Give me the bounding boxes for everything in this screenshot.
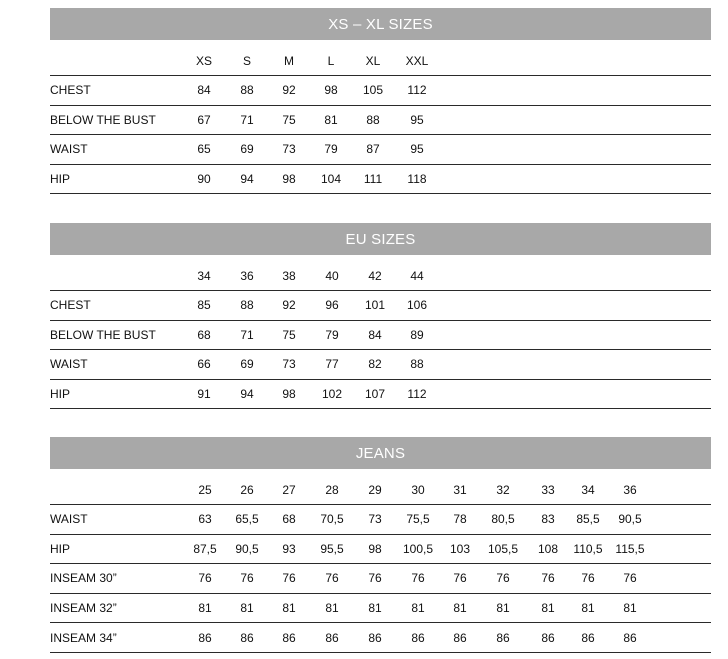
table-cell: 82: [368, 357, 382, 372]
table-cell: 112: [407, 387, 427, 402]
table-cell: 90: [197, 172, 211, 187]
table-cell: 75,5: [406, 512, 430, 527]
row-label: INSEAM 30”: [50, 571, 117, 586]
table-cell: 98: [368, 541, 382, 556]
column-header: 30: [411, 483, 425, 497]
table-cell: 71: [240, 327, 254, 342]
table-cell: 77: [325, 357, 339, 372]
table-cell: 69: [240, 357, 254, 372]
column-header: 32: [496, 483, 510, 497]
column-header: 29: [368, 483, 382, 497]
table-cell: 76: [198, 571, 212, 586]
table-cell: 81: [541, 601, 555, 616]
row-label: HIP: [50, 172, 71, 187]
table-cell: 73: [282, 357, 296, 372]
column-header: 25: [198, 483, 212, 497]
table-cell: 95: [410, 142, 424, 157]
table-cell: 118: [407, 172, 427, 187]
column-header-row: [50, 469, 711, 505]
table-row: [50, 380, 711, 410]
table-cell: 81: [623, 601, 637, 616]
table-cell: 67: [197, 112, 211, 127]
table-cell: 86: [411, 630, 425, 645]
table-cell: 88: [410, 357, 424, 372]
size-table-eu: [50, 223, 711, 409]
table-cell: 93: [282, 541, 296, 556]
table-cell: 81: [325, 601, 339, 616]
table-cell: 76: [368, 571, 382, 586]
table-title-bar: JEANS: [50, 437, 711, 469]
table-cell: 76: [282, 571, 296, 586]
table-row: [50, 350, 711, 380]
table-cell: 103: [449, 541, 471, 556]
table-cell: 81: [368, 601, 382, 616]
table-cell: 96: [325, 298, 339, 313]
column-header: 42: [368, 269, 382, 283]
table-cell: 92: [282, 298, 296, 313]
column-header: 26: [240, 483, 254, 497]
column-header: M: [284, 54, 294, 68]
table-cell: 90,5: [235, 541, 259, 556]
table-title-bar: EU SIZES: [50, 223, 711, 255]
table-cell: 81: [240, 601, 254, 616]
table-cell: 76: [411, 571, 425, 586]
table-cell: 76: [240, 571, 254, 586]
column-header: 31: [453, 483, 467, 497]
table-cell: 110,5: [573, 541, 603, 556]
column-header: 27: [282, 483, 296, 497]
table-cell: 85: [197, 298, 211, 313]
column-header: 36: [623, 483, 637, 497]
table-cell: 76: [541, 571, 555, 586]
table-cell: 73: [368, 512, 382, 527]
table-cell: 89: [410, 327, 424, 342]
table-cell: 107: [364, 387, 386, 402]
row-label: CHEST: [50, 298, 91, 313]
table-cell: 76: [623, 571, 637, 586]
table-cell: 76: [453, 571, 467, 586]
table-cell: 100,5: [402, 541, 434, 556]
table-cell: 76: [581, 571, 595, 586]
table-row: [50, 594, 711, 624]
table-cell: 91: [197, 387, 211, 402]
table-cell: 81: [282, 601, 296, 616]
table-row: [50, 505, 711, 535]
table-cell: 69: [240, 142, 254, 157]
table-cell: 104: [320, 172, 342, 187]
table-cell: 90,5: [618, 512, 642, 527]
table-cell: 94: [240, 172, 254, 187]
table-row: [50, 76, 711, 106]
column-header: 34: [581, 483, 595, 497]
table-cell: 65,5: [235, 512, 259, 527]
table-cell: 81: [198, 601, 212, 616]
column-header: 33: [541, 483, 555, 497]
table-cell: 88: [240, 298, 254, 313]
table-cell: 80,5: [491, 512, 515, 527]
table-cell: 75: [282, 327, 296, 342]
size-table-xs-xl: [50, 8, 711, 194]
table-cell: 81: [453, 601, 467, 616]
column-header: XS: [195, 54, 213, 68]
table-cell: 86: [240, 630, 254, 645]
table-title-bar: XS – XL SIZES: [50, 8, 711, 40]
table-row: [50, 291, 711, 321]
table-row: [50, 623, 711, 653]
table-cell: 71: [240, 112, 254, 127]
table-cell: 86: [496, 630, 510, 645]
table-cell: 63: [198, 512, 212, 527]
table-cell: 115,5: [615, 541, 645, 556]
table-cell: 68: [197, 327, 211, 342]
table-cell: 65: [197, 142, 211, 157]
table-cell: 83: [541, 512, 555, 527]
table-row: [50, 165, 711, 195]
column-header-row: [50, 40, 711, 76]
table-cell: 102: [321, 387, 343, 402]
table-cell: 92: [282, 83, 296, 98]
table-cell: 98: [282, 172, 296, 187]
column-header-row: [50, 255, 711, 291]
table-cell: 106: [406, 298, 428, 313]
table-cell: 79: [324, 142, 338, 157]
column-header: 38: [282, 269, 296, 283]
table-cell: 98: [324, 83, 338, 98]
table-cell: 86: [325, 630, 339, 645]
table-row: [50, 535, 711, 565]
table-cell: 112: [407, 83, 427, 98]
table-cell: 81: [581, 601, 595, 616]
row-label: HIP: [50, 387, 71, 402]
table-row: [50, 106, 711, 136]
table-row: [50, 321, 711, 351]
table-cell: 101: [364, 298, 386, 313]
table-cell: 108: [537, 541, 559, 556]
row-label: INSEAM 32”: [50, 601, 117, 616]
row-label: HIP: [50, 541, 71, 556]
column-header: 28: [325, 483, 339, 497]
column-header: XXL: [405, 54, 429, 68]
row-label: WAIST: [50, 142, 88, 157]
table-cell: 88: [240, 83, 254, 98]
table-cell: 105: [362, 83, 384, 98]
table-cell: 87: [366, 142, 380, 157]
table-cell: 86: [282, 630, 296, 645]
row-label: WAIST: [50, 512, 88, 527]
row-label: BELOW THE BUST: [50, 327, 156, 342]
table-cell: 81: [496, 601, 510, 616]
table-cell: 79: [325, 327, 339, 342]
table-cell: 81: [411, 601, 425, 616]
row-label: CHEST: [50, 83, 91, 98]
size-table-jeans: [50, 437, 711, 653]
table-cell: 68: [282, 512, 296, 527]
table-cell: 105,5: [487, 541, 519, 556]
table-cell: 86: [581, 630, 595, 645]
table-cell: 70,5: [320, 512, 344, 527]
table-cell: 84: [368, 327, 382, 342]
table-cell: 84: [197, 83, 211, 98]
table-cell: 95: [410, 112, 424, 127]
table-cell: 86: [453, 630, 467, 645]
table-row: [50, 135, 711, 165]
table-cell: 86: [623, 630, 637, 645]
table-cell: 75: [282, 112, 296, 127]
table-cell: 87,5: [193, 541, 217, 556]
column-header: S: [242, 54, 252, 68]
table-cell: 98: [282, 387, 296, 402]
column-header: 34: [197, 269, 211, 283]
row-label: INSEAM 34”: [50, 630, 117, 645]
table-cell: 76: [496, 571, 510, 586]
table-cell: 86: [541, 630, 555, 645]
column-header: 44: [410, 269, 424, 283]
table-cell: 94: [240, 387, 254, 402]
table-cell: 85,5: [576, 512, 600, 527]
row-label: BELOW THE BUST: [50, 112, 156, 127]
table-cell: 76: [325, 571, 339, 586]
table-cell: 88: [366, 112, 380, 127]
table-cell: 81: [324, 112, 338, 127]
table-cell: 78: [453, 512, 467, 527]
table-cell: 73: [282, 142, 296, 157]
table-cell: 86: [198, 630, 212, 645]
column-header: L: [327, 54, 335, 68]
table-cell: 66: [197, 357, 211, 372]
table-row: [50, 564, 711, 594]
table-cell: 111: [363, 172, 383, 187]
row-label: WAIST: [50, 357, 88, 372]
column-header: 40: [325, 269, 339, 283]
column-header: 36: [240, 269, 254, 283]
column-header: XL: [365, 54, 381, 68]
table-cell: 95,5: [320, 541, 344, 556]
table-cell: 86: [368, 630, 382, 645]
